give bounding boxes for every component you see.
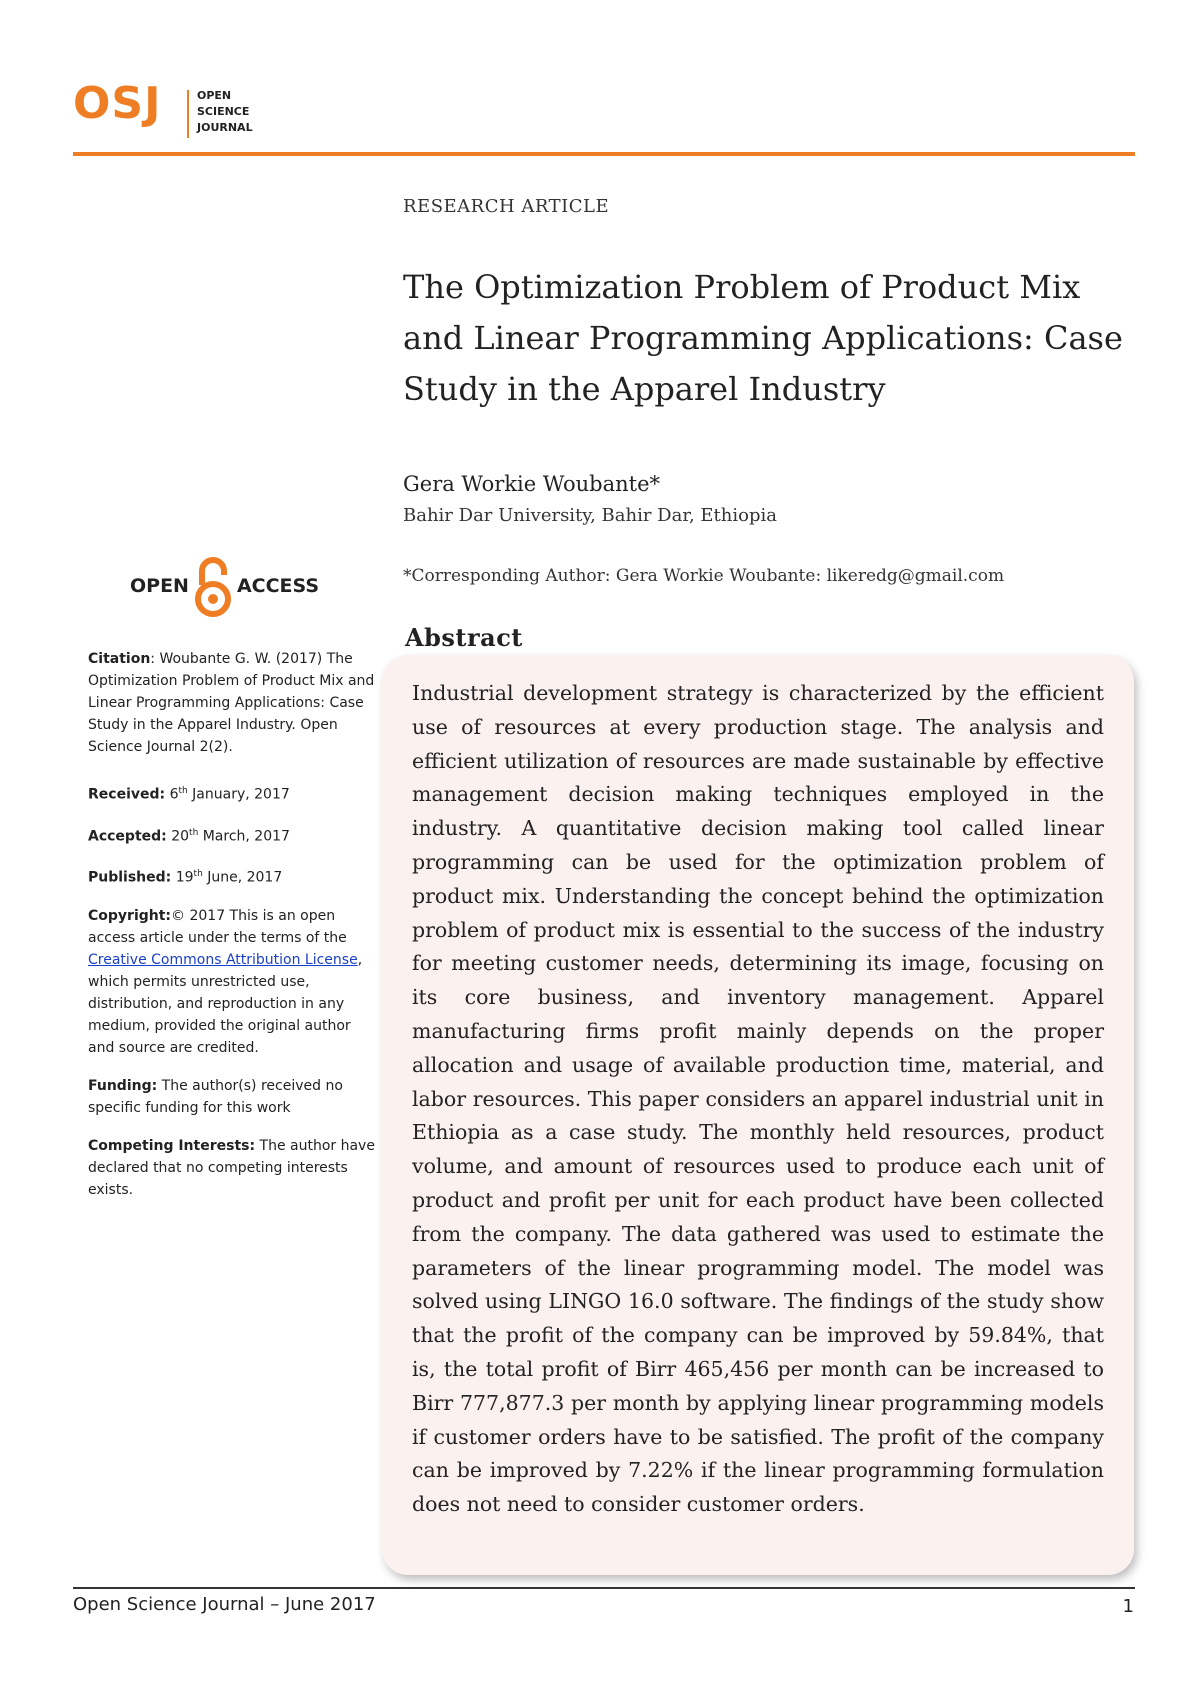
published-day: 19 (175, 869, 194, 886)
accepted-date (88, 822, 378, 848)
received-date (88, 780, 378, 806)
author-affiliation: Bahir Dar University, Bahir Dar, Ethiopia (403, 505, 777, 526)
logo-word: JOURNAL (197, 121, 253, 134)
article-title: The Optimization Problem of Product Mix and Linear Programming Applications: Case Study in the Apparel Industry (403, 268, 1123, 408)
copyright (88, 905, 378, 1059)
competing-text: The author have declared that no competing interests exists. (88, 1137, 375, 1198)
license-link[interactable]: Creative Commons Attribution License (88, 951, 358, 968)
citation-text: : Woubante G. W. (2017) The Optimization Problem of Product Mix and Linear Programming Applications: Case Study in the Apparel Industry. Open Science Journal 2(2). (88, 651, 375, 755)
open-access-right: ACCESS (236, 575, 320, 597)
copyright-text-end: , which permits unrestricted use, distribution, and reproduction in any medium, provided the original author and source are credited. (88, 951, 363, 1056)
open-access-left: OPEN (130, 575, 189, 597)
received-day: 6 (169, 786, 179, 803)
logo-word: SCIENCE (197, 105, 250, 118)
open-access-logo (130, 555, 319, 617)
open-lock-icon (193, 555, 233, 617)
corresponding-author: *Corresponding Author: Gera Workie Woubante: likeredg@gmail.com (403, 566, 1005, 586)
accepted-rest: March, 2017 (198, 828, 290, 845)
citation (88, 648, 378, 758)
funding-label: Funding: (88, 1077, 158, 1094)
funding-text: The author(s) received no specific funding for this work (88, 1077, 343, 1116)
received-sup: th (178, 786, 188, 796)
abstract-box (382, 655, 1134, 1575)
published-sup: th (193, 869, 203, 880)
journal-logo: OSJ (73, 78, 162, 129)
logo-word: OPEN (197, 89, 232, 102)
copyright-text: © 2017 This is an open access article under the terms of the (88, 907, 347, 946)
citation-label: Citation (88, 651, 151, 667)
footer-rule (73, 1587, 1135, 1589)
page-number: 1 (1122, 1596, 1134, 1617)
competing-label: Competing Interests: (88, 1137, 256, 1154)
competing-interests (88, 1135, 378, 1201)
published-date (88, 863, 378, 889)
accepted-label: Accepted: (88, 828, 167, 845)
accepted-day: 20 (171, 828, 190, 845)
accepted-sup: th (189, 827, 199, 838)
logo-divider (187, 90, 189, 138)
copyright-label: Copyright: (88, 907, 172, 924)
footer-journal: Open Science Journal – June 2017 (73, 1594, 376, 1615)
received-rest: January, 2017 (187, 786, 290, 803)
article-info-sidebar (88, 648, 378, 1223)
published-label: Published: (88, 869, 172, 886)
journal-logo-words (197, 88, 253, 136)
published-rest: June, 2017 (202, 869, 283, 886)
abstract-text: Industrial development strategy is characterized by the efficient use of resources at every production stage. The analysis and efficient utilization of resources are made sustainable by effective management decision making techniques employed in the industry. A quantitative decision making tool called linear programming can be used for the optimization problem of product mix. Understanding the concept behind the optimization problem of product mix is essential to the success of the industry for meeting customer needs, determining its image, focusing on its core business, and inventory management. Apparel manufacturing firms profit mainly depends on the proper allocation and usage of available production time, material, and labor resources. This paper considers an apparel industrial unit in Ethiopia as a case study. The monthly held resources, product volume, and amount of resources used to produce each unit of product and profit per unit for each product have been collected from the company. The data gathered was used to estimate the parameters of the linear programming model. The model was solved using LINGO 16.0 software. The findings of the study show that the profit of the company can be improved by 59.84%, that is, the total profit of Birr 465,456 per month can be increased to Birr 777,877.3 per month by applying linear programming models if customer orders have to be satisfied. The profit of the company can be improved by 7.22% if the linear programming formulation does not need to consider customer orders. (412, 681, 1104, 1517)
funding (88, 1075, 378, 1119)
abstract-heading: Abstract (405, 623, 523, 652)
article-type: RESEARCH ARTICLE (403, 196, 610, 217)
author-name: Gera Workie Woubante* (403, 472, 661, 496)
received-label: Received: (88, 786, 166, 803)
header-rule (73, 152, 1135, 156)
